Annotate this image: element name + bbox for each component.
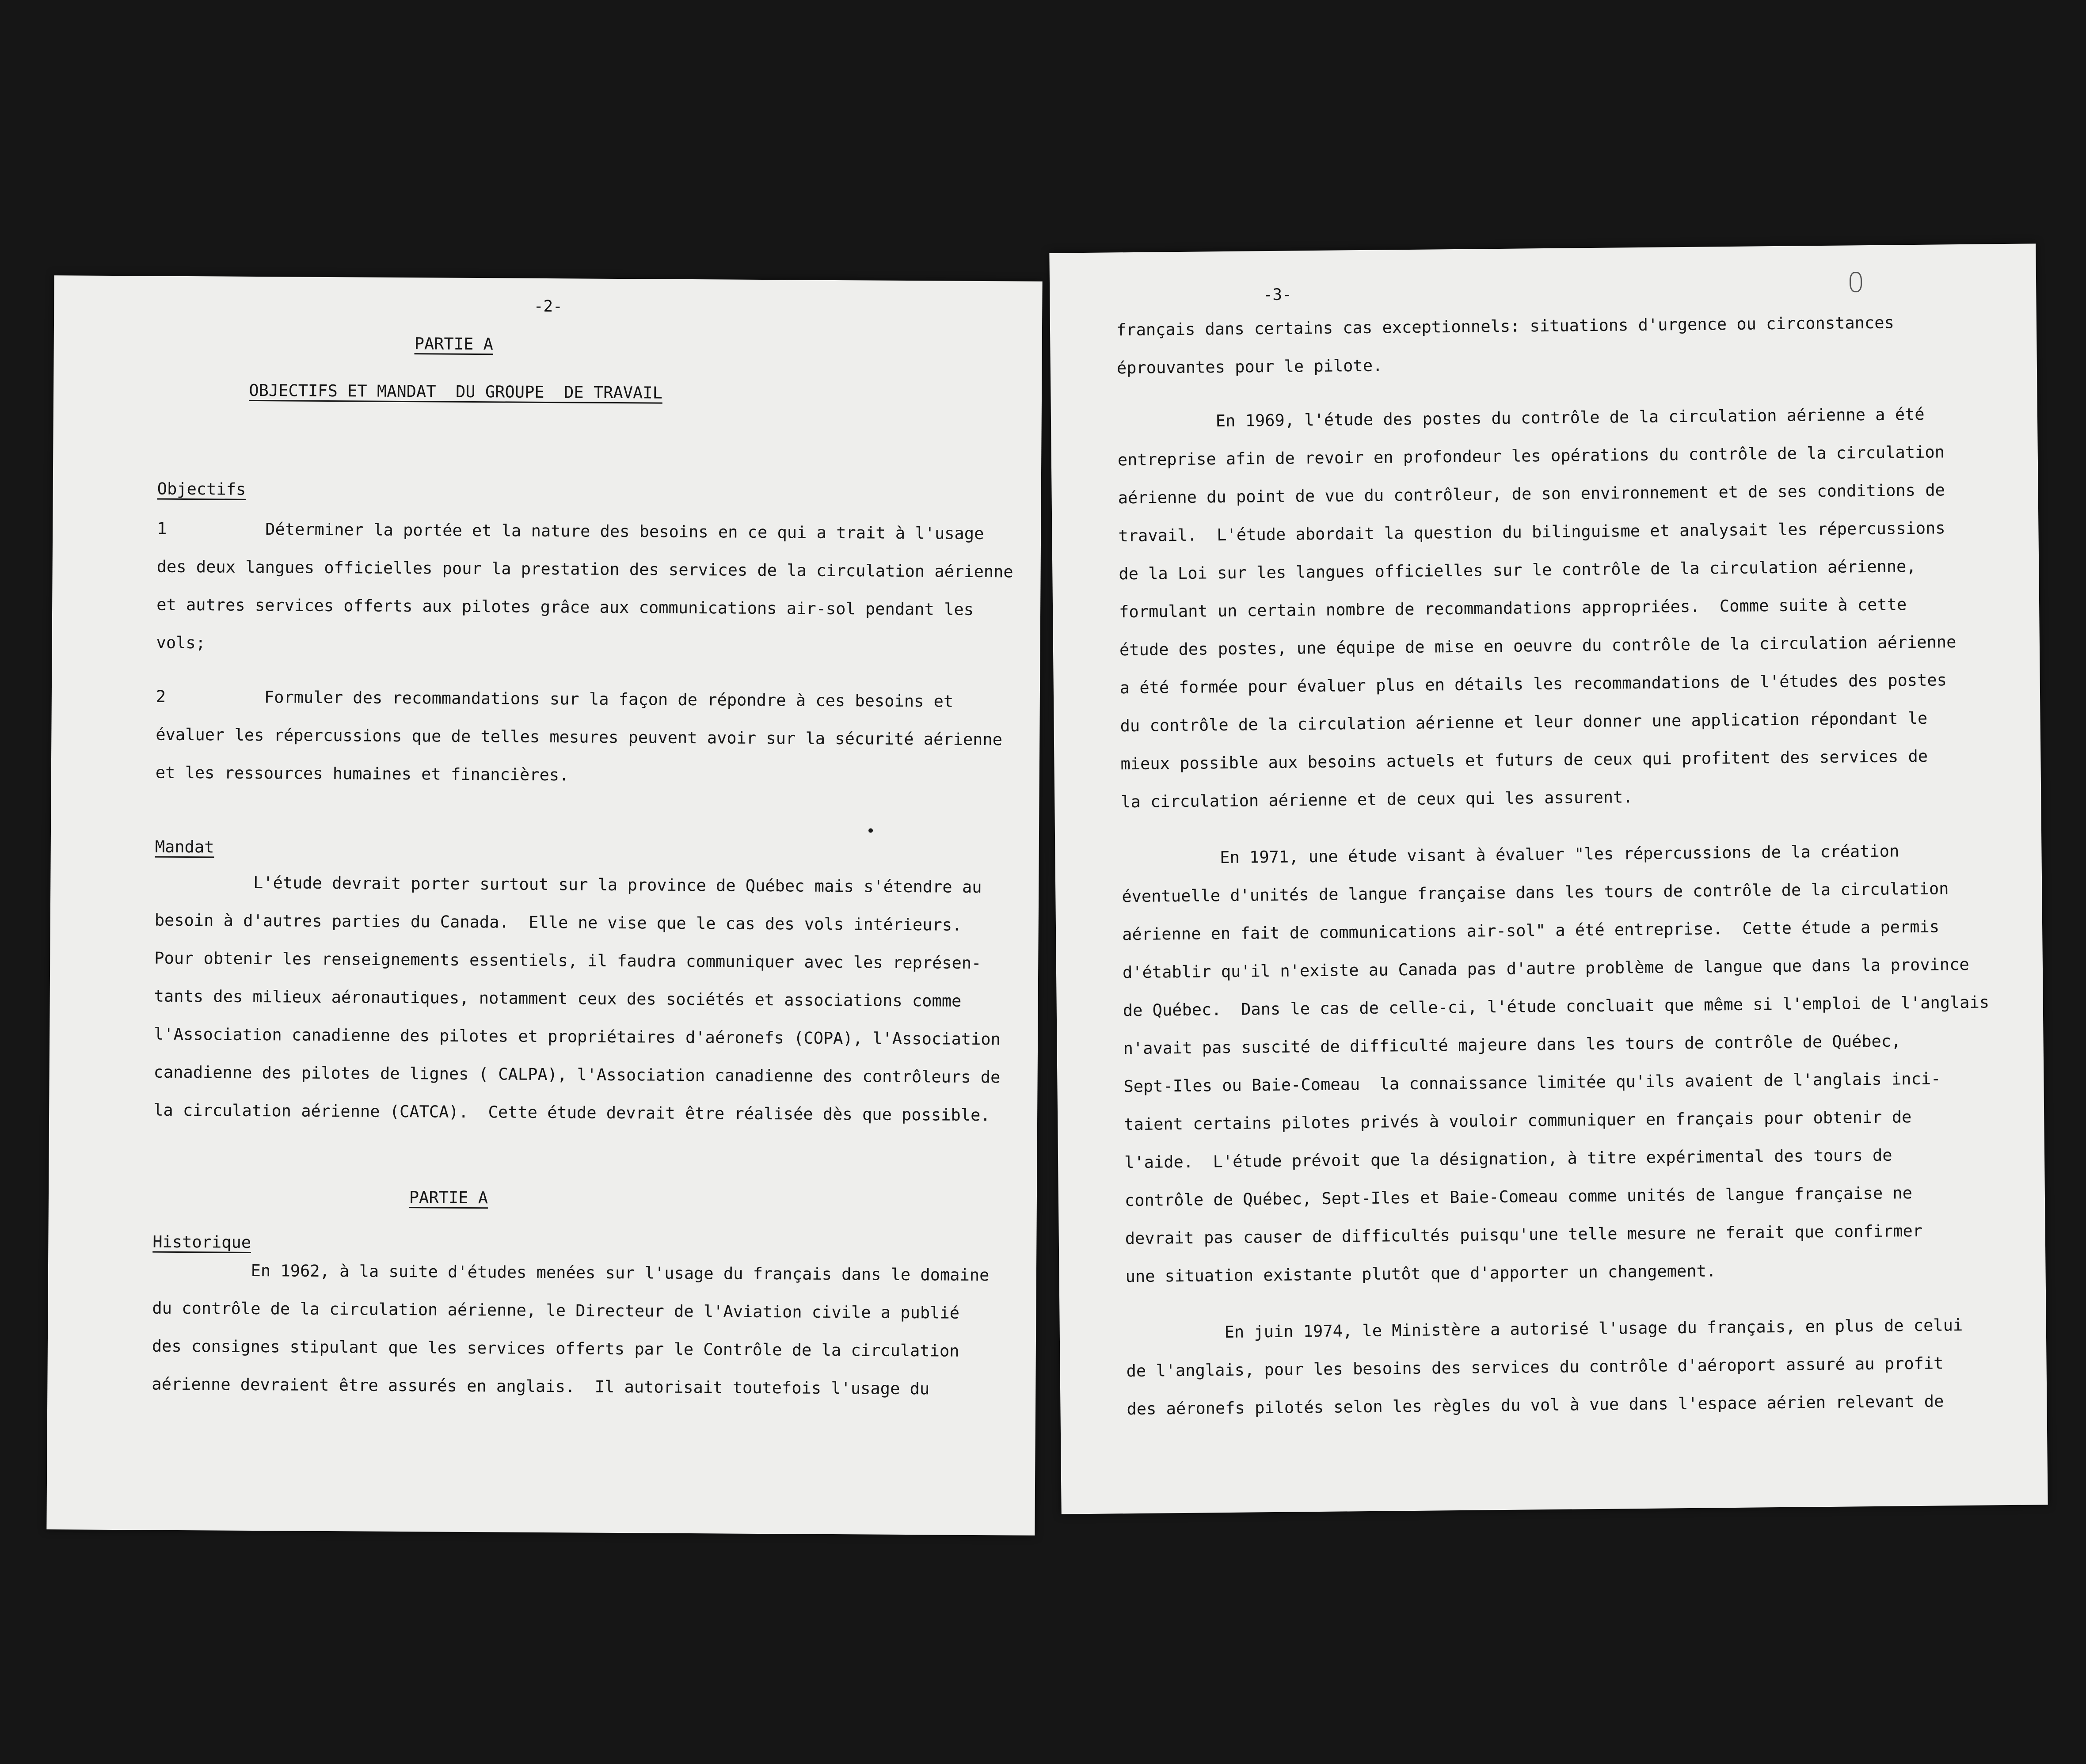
punch-hole-mark [1850, 272, 1862, 292]
section-heading-mandat: Mandat [155, 837, 214, 857]
text-line: de l'anglais, pour les besoins des services du contrôle d'aéroport assuré au profit [1126, 1353, 1944, 1381]
text-line: travail. L'étude abordait la question du bilinguisme et analysait les répercussions [1118, 518, 1945, 546]
text-line: n'avait pas suscité de difficulté majeure dans les tours de contrôle de Québec, [1123, 1031, 1901, 1058]
text-line: et les ressources humaines et financières. [155, 763, 569, 785]
text-line: du contrôle de la circulation aérienne et leur donner une application répondant le [1120, 708, 1928, 736]
text-line: mieux possible aux besoins actuels et futurs de ceux qui profitent des services de [1120, 746, 1928, 774]
text-line: du contrôle de la circulation aérienne, le Directeur de l'Aviation civile a publié [152, 1298, 960, 1323]
text-line: formulant un certain nombre de recommandations appropriées. Comme suite à cette [1119, 595, 1907, 622]
page-title: OBJECTIFS ET MANDAT DU GROUPE DE TRAVAIL [249, 380, 663, 403]
text-line: éventuelle d'unités de langue française dans les tours de contrôle de la circulation [1122, 879, 1949, 906]
text-line: taient certains pilotes privés à vouloir communiquer en français pour obtenir de [1124, 1107, 1912, 1134]
text-line: Sept-Iles ou Baie-Comeau la connaissance limitée qu'ils avaient de l'anglais inci- [1123, 1069, 1941, 1096]
text-line: l'Association canadienne des pilotes et propriétaires d'aéronefs (COPA), l'Association [154, 1024, 1001, 1049]
page-number: -2- [533, 297, 563, 316]
text-line: des consignes stipulant que les services offerts par le Contrôle de la circulation [152, 1336, 959, 1361]
part-heading: PARTIE A [414, 334, 493, 354]
text-line: contrôle de Québec, Sept-Iles et Baie-Comeau comme unités de langue française ne [1124, 1183, 1913, 1210]
text-line: de la Loi sur les langues officielles sur le contrôle de la circulation aérienne, [1119, 556, 1916, 584]
text-line: 2 Formuler des recommandations sur la façon de répondre à ces besoins et [156, 687, 954, 711]
text-line: Pour obtenir les renseignements essentiels, il faudra communiquer avec les représen- [154, 948, 982, 973]
text-line: français dans certains cas exceptionnels: situations d'urgence ou circonstances [1116, 313, 1894, 340]
text-line: besoin à d'autres parties du Canada. Elle ne vise que le cas des vols intérieurs. [154, 910, 962, 935]
text-line: En 1971, une étude visant à évaluer "les répercussions de la création [1121, 841, 1899, 868]
section-heading-historique: Historique [152, 1232, 251, 1252]
text-line: tants des milieux aéronautiques, notamment ceux des sociétés et associations comme [154, 986, 962, 1011]
text-line: éprouvantes pour le pilote. [1116, 356, 1383, 378]
text-line: et autres services offerts aux pilotes grâce aux communications air-sol pendant les [156, 595, 974, 619]
text-line: une situation existante plutôt que d'apporter un changement. [1125, 1261, 1717, 1286]
text-line: aérienne devraient être assurés en anglais. Il autorisait toutefois l'usage du [152, 1374, 930, 1399]
text-line: étude des postes, une équipe de mise en oeuvre du contrôle de la circulation aérienne [1119, 632, 1957, 660]
text-line: canadienne des pilotes de lignes ( CALPA), l'Association canadienne des contrôleurs de [153, 1062, 1001, 1087]
text-line: L'étude devrait porter surtout sur la province de Québec mais s'étendre au [155, 872, 982, 897]
text-line: En 1962, à la suite d'études menées sur l'usage du français dans le domaine [152, 1260, 990, 1285]
document-page-3 [1049, 243, 2048, 1514]
text-line: entreprise afin de revoir en profondeur les opérations du contrôle de la circulation [1117, 442, 1945, 470]
text-line: vols; [156, 633, 206, 653]
text-line: des aéronefs pilotés selon les règles du vol à vue dans l'espace aérien relevant de [1127, 1391, 1944, 1419]
text-line: En juin 1974, le Ministère a autorisé l'usage du français, en plus de celui [1126, 1315, 1963, 1343]
text-line: 1 Déterminer la portée et la nature des besoins en ce qui a trait à l'usage [157, 519, 984, 544]
text-line: a été formée pour évaluer plus en détails les recommandations de l'études des postes [1119, 670, 1947, 698]
document-page-2 [46, 275, 1042, 1536]
text-line: des deux langues officielles pour la prestation des services de la circulation aérienne [156, 557, 1013, 582]
text-line: évaluer les répercussions que de telles mesures peuvent avoir sur la sécurité aérienne [156, 725, 1003, 749]
ink-speck [868, 828, 873, 833]
text-line: devrait pas causer de difficultés puisqu'une telle mesure ne ferait que confirmer [1125, 1221, 1923, 1248]
section-heading-objectifs: Objectifs [157, 479, 246, 499]
text-line: d'établir qu'il n'existe au Canada pas d'autre problème de langue que dans la province [1122, 954, 1969, 982]
text-line: la circulation aérienne et de ceux qui les assurent. [1121, 787, 1633, 812]
part-heading: PARTIE A [409, 1188, 488, 1208]
text-line: aérienne du point de vue du contrôleur, de son environnement et de ses conditions de [1118, 480, 1945, 508]
text-line: aérienne en fait de communications air-sol" a été entreprise. Cette étude a permis [1122, 917, 1940, 944]
text-line: l'aide. L'étude prévoit que la désignation, à titre expérimental des tours de [1124, 1145, 1892, 1172]
text-line: En 1969, l'étude des postes du contrôle de la circulation aérienne a été [1117, 404, 1925, 432]
text-line: de Québec. Dans le cas de celle-ci, l'étude concluait que même si l'emploi de l'anglais [1123, 992, 1990, 1020]
text-line: la circulation aérienne (CATCA). Cette étude devrait être réalisée dès que possible. [153, 1100, 990, 1125]
page-number: -3- [1263, 285, 1292, 304]
